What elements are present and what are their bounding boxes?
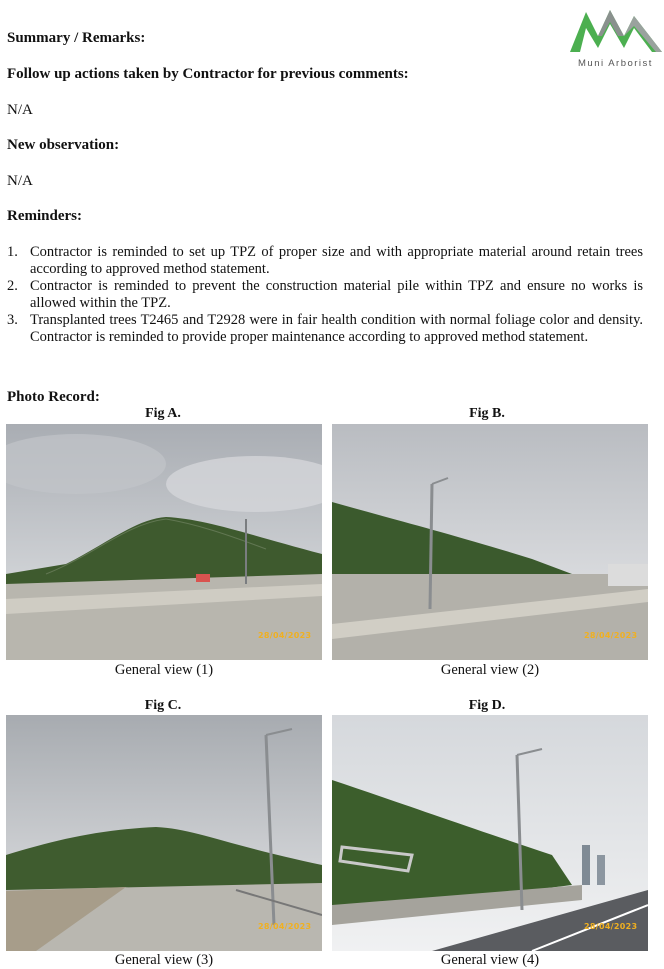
- reminder-text: Transplanted trees T2465 and T2928 were in fair health condition with normal foliage color and density. Contractor is reminded to provide proper maintenance according to approved method statement.: [30, 312, 643, 345]
- reminders-heading: Reminders:: [7, 208, 82, 224]
- fig-b-photo: [332, 424, 648, 660]
- follow-up-heading: Follow up actions taken by Contractor for previous comments:: [7, 66, 409, 82]
- reminder-item: [7, 278, 643, 312]
- reminder-item: [7, 244, 643, 278]
- reminder-text: Contractor is reminded to prevent the construction material pile within TPZ and ensure no works is allowed within the TPZ.: [30, 278, 643, 311]
- new-observation-value: N/A: [7, 173, 33, 189]
- fig-b-date-stamp: 28/04/2023: [584, 631, 638, 640]
- fig-c-date-stamp: 28/04/2023: [258, 922, 312, 931]
- new-observation-heading: New observation:: [7, 137, 120, 153]
- follow-up-value: N/A: [7, 102, 33, 118]
- fig-a-date-stamp: 28/04/2023: [258, 631, 312, 640]
- fig-c-caption: General view (3): [114, 952, 214, 968]
- fig-c-label: Fig C.: [144, 698, 182, 713]
- fig-a-caption: General view (1): [114, 662, 214, 678]
- fig-d-date-stamp: 28/04/2023: [584, 922, 638, 931]
- logo-brand-text: Muni Arborist: [578, 58, 653, 69]
- fig-a-label: Fig A.: [145, 406, 181, 421]
- reminder-number: 1.: [7, 244, 18, 260]
- fig-b-caption: General view (2): [440, 662, 540, 678]
- reminders-list: [7, 244, 643, 346]
- summary-heading: Summary / Remarks:: [7, 30, 146, 46]
- fig-a-photo: [6, 424, 322, 660]
- fig-c-photo: [6, 715, 322, 951]
- reminder-item: [7, 312, 643, 346]
- photo-record-heading: Photo Record:: [7, 389, 100, 405]
- reminder-text: Contractor is reminded to set up TPZ of proper size and with appropriate material around retain trees according to approved method statement.: [30, 244, 643, 277]
- reminder-number: 3.: [7, 312, 18, 328]
- fig-d-label: Fig D.: [468, 698, 506, 713]
- fig-b-label: Fig B.: [469, 406, 505, 421]
- fig-d-caption: General view (4): [440, 952, 540, 968]
- fig-d-photo: [332, 715, 648, 951]
- reminder-number: 2.: [7, 278, 18, 294]
